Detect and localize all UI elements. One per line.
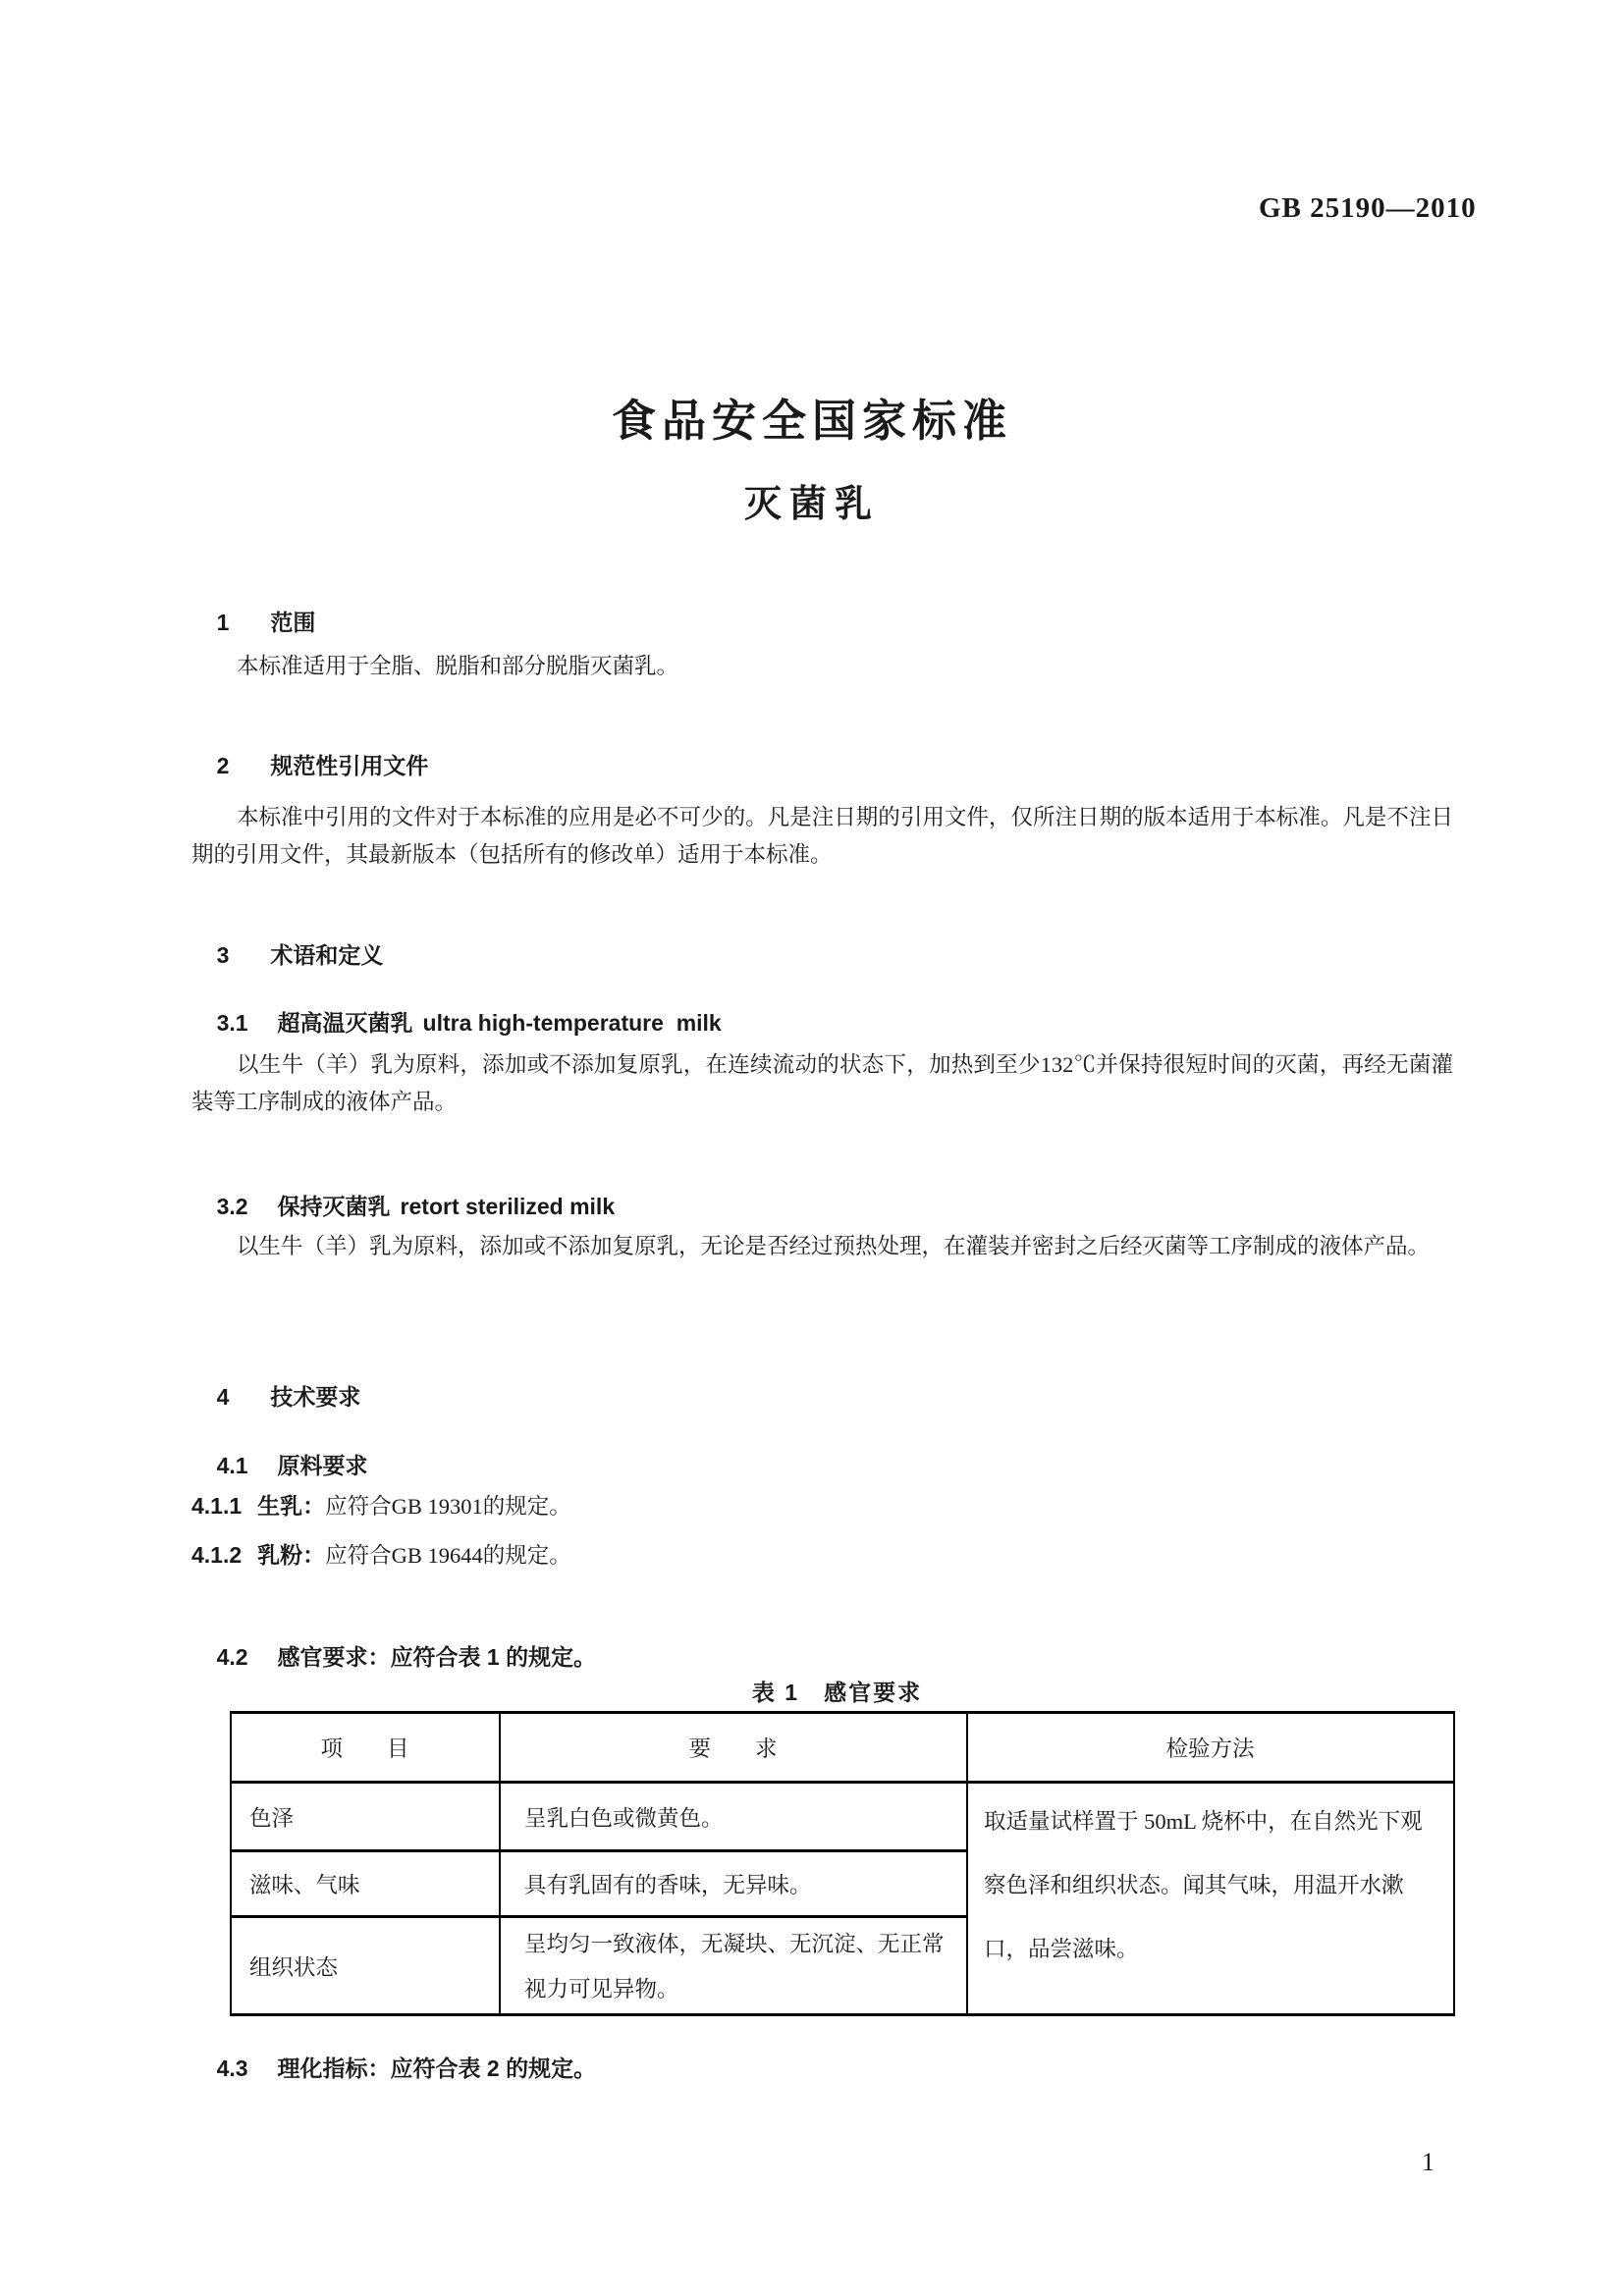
table-row	[231, 1783, 1454, 1851]
section-1-number: 1	[216, 610, 230, 635]
clause-4-1-2-number: 4.1.2	[191, 1542, 243, 1568]
section-2-body: 本标准中引用的文件对于本标准的应用是必不可少的。凡是注日期的引用文件，仅所注日期的版本适用于本标准。凡是不注日期的引用文件，其最新版本（包括所有的修改单）适用于本标准。	[191, 805, 1453, 867]
clause-4-3-heading	[191, 2024, 1453, 2109]
section-4-number: 4	[216, 1384, 230, 1410]
table-cell-item-1: 色泽	[231, 1783, 500, 1851]
section-3-number: 3	[216, 942, 230, 968]
table-1-caption: 表 1 感官要求	[751, 1680, 923, 1705]
section-2-heading	[191, 721, 1453, 807]
section-4-title: 技术要求	[270, 1384, 361, 1410]
sensory-requirements-table	[230, 1711, 1455, 2016]
clause-4-1-1	[191, 1488, 1453, 1521]
section-3-1-body: 以生牛（羊）乳为原料，添加或不添加复原乳，在连续流动的状态下，加热到至少132℃并保持很短时间的灭菌，再经无菌灌装等工序制成的液体产品。	[191, 1052, 1453, 1114]
table-cell-method: 取适量试样置于 50mL 烧杯中，在自然光下观察色泽和组织状态。闻其气味，用温开水漱口，品尝滋味。	[967, 1783, 1454, 2015]
section-3-1-number: 3.1	[216, 1010, 248, 1036]
document-subtitle: 灭菌乳	[743, 484, 880, 525]
clause-4-1-2-text: 应符合GB 19644的规定。	[325, 1543, 571, 1568]
table-cell-item-2: 滋味、气味	[231, 1851, 500, 1917]
clause-4-3-number: 4.3	[216, 2056, 248, 2081]
table-cell-requirement-2: 具有乳固有的香味，无异味。	[500, 1851, 967, 1917]
table-cell-requirement-3: 呈均匀一致液体，无凝块、无沉淀、无正常视力可见异物。	[500, 1917, 967, 2015]
section-4-1-title: 原料要求	[277, 1453, 368, 1478]
clause-4-2-text: 感官要求：应符合表 1 的规定。	[277, 1644, 597, 1670]
clause-4-3-text: 理化指标：应符合表 2 的规定。	[277, 2056, 597, 2081]
section-4-1-number: 4.1	[216, 1453, 248, 1478]
table-header-item: 项 目	[231, 1713, 500, 1783]
section-2-number: 2	[216, 753, 230, 778]
section-3-2-number: 3.2	[216, 1194, 248, 1219]
section-3-1-title-en: ultra high-temperature milk	[422, 1010, 722, 1036]
table-header-requirement: 要 求	[500, 1713, 967, 1783]
table-cell-item-3: 组织状态	[231, 1917, 500, 2015]
document-title: 食品安全国家标准	[611, 396, 1012, 446]
clause-4-1-1-number: 4.1.1	[191, 1493, 243, 1519]
table-cell-requirement-1: 呈乳白色或微黄色。	[500, 1783, 967, 1851]
section-3-2-title-en: retort sterilized milk	[400, 1194, 616, 1219]
standard-code: GB 25190—2010	[1259, 192, 1477, 224]
clause-4-1-2-label: 乳粉：	[257, 1542, 326, 1568]
section-3-1-title-zh: 超高温灭菌乳	[277, 1010, 413, 1036]
clause-4-2-number: 4.2	[216, 1644, 248, 1670]
section-3-title: 术语和定义	[270, 942, 384, 968]
section-1-title: 范围	[270, 610, 316, 635]
section-3-2-title-zh: 保持灭菌乳	[277, 1194, 391, 1219]
table-header-method: 检验方法	[967, 1713, 1454, 1783]
page-number: 1	[1422, 2148, 1435, 2176]
clause-4-1-1-text: 应符合GB 19301的规定。	[325, 1494, 571, 1519]
section-2-title: 规范性引用文件	[270, 753, 429, 778]
section-3-2-body: 以生牛（羊）乳为原料，添加或不添加复原乳，无论是否经过预热处理，在灌装并密封之后经灭菌等工序制成的液体产品。	[237, 1234, 1431, 1258]
clause-4-1-1-label: 生乳：	[257, 1493, 326, 1519]
section-1-body: 本标准适用于全脂、脱脂和部分脱脂灭菌乳。	[237, 654, 679, 678]
table-header-row	[231, 1713, 1454, 1783]
clause-4-1-2	[191, 1537, 1453, 1570]
